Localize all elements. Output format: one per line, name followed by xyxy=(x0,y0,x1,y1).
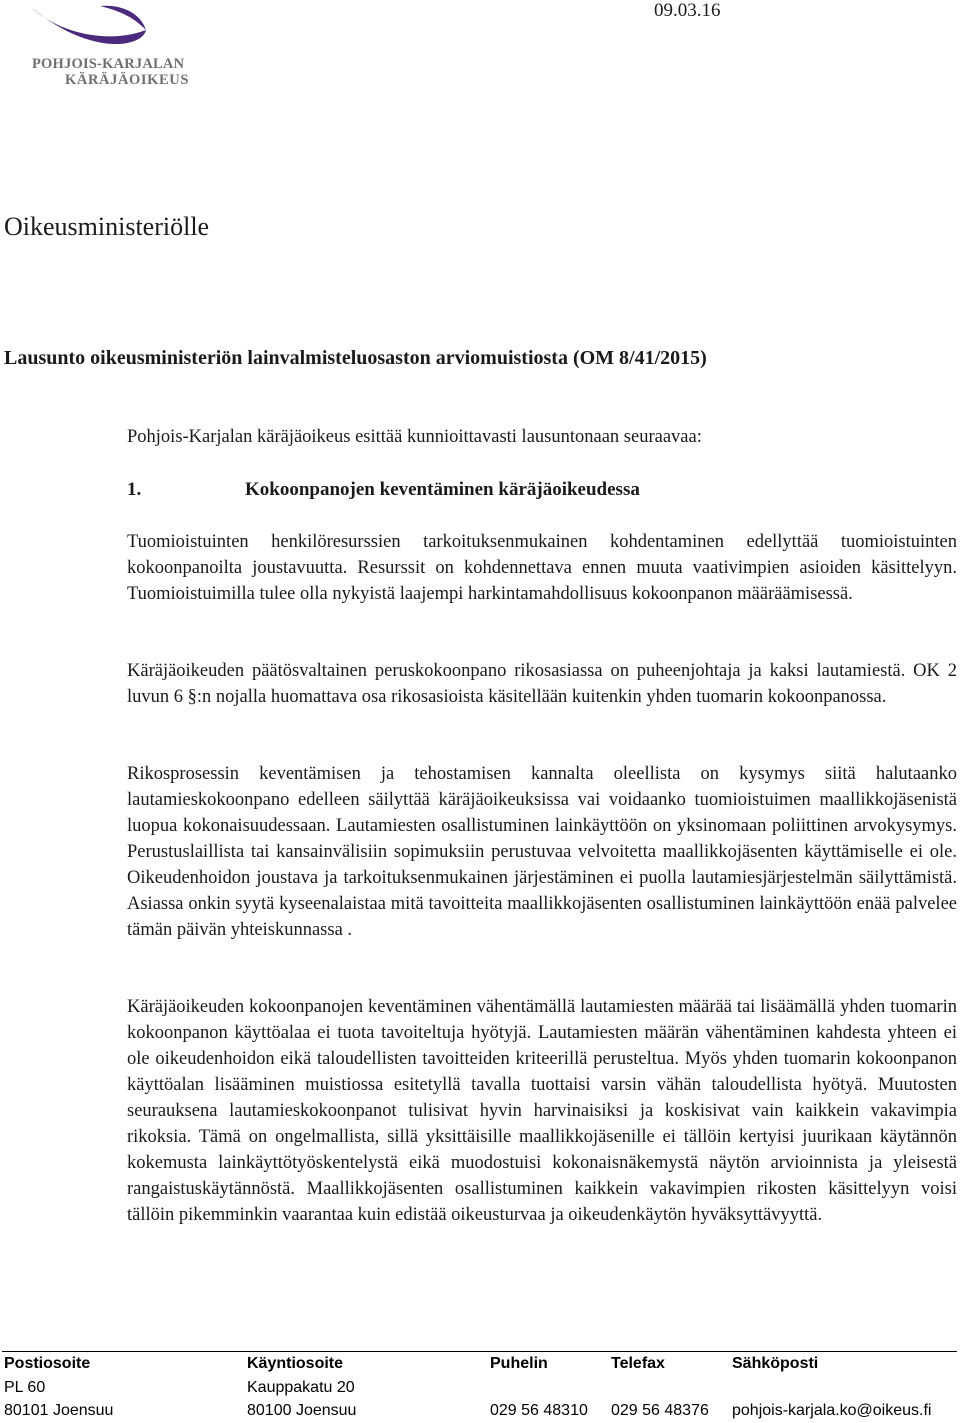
footer-fax xyxy=(611,1352,709,1423)
court-logo xyxy=(30,4,190,92)
footer-email xyxy=(732,1352,931,1423)
paragraph-2: Käräjäoikeuden päätösvaltainen peruskokoonpano rikosasiassa on puheenjohtaja ja kaksi lautamiestä. OK 2 luvun 6 §:n nojalla huomattava osa rikosasioista käsitellään kuitenkin yhden tuomarin kokoonpanossa. xyxy=(127,661,957,707)
footer-email-value[interactable]: pohjois-karjala.ko@oikeus.fi xyxy=(732,1402,932,1419)
intro-text: Pohjois-Karjalan käräjäoikeus esittää kunnioittavasti lausuntonaan seuraavaa: xyxy=(127,427,702,447)
footer-postal-line1: PL 60 xyxy=(4,1378,46,1396)
paragraph-3: Rikosprosessin keventämisen ja tehostamisen kannalta oleellista on kysymys siitä halutaanko lautamieskokoonpano edelleen säilyttää käräjäoikeuksissa vai voidaanko tuomioistuimen maallikkojäsenistä luopua kokonaisuudessaan. Lautamiesten osallistuminen lainkäyttöön on yksinomaan poliittinen arvokysymys. Perustuslaillista tai kansainvälisiin sopimuksiin perustuvaa velvoitetta maallikkojäsenten käyttämiselle ei ole. Oikeudenhoidon joustava ja tarkoituksenmukainen järjestäminen ei puolla lautamiesjärjestelmän säilyttämistä. Asiassa onkin syytä kyseenalaistaa mitä tavoitteita maallikkojäsenten osallistuminen lainkäyttöön enää palvelee tämän päivän yhteiskunnassa . xyxy=(127,764,957,940)
section-title: Kokoonpanojen keventäminen käräjäoikeudessa xyxy=(245,479,640,500)
footer-postal-line2: 80101 Joensuu xyxy=(4,1402,114,1419)
footer-visit-heading: Käyntiosoite xyxy=(247,1355,344,1372)
document-date: 09.03.16 xyxy=(654,0,721,21)
footer-email-heading: Sähköposti xyxy=(732,1355,819,1372)
footer-postal-heading: Postiosoite xyxy=(4,1355,91,1372)
logo-text-line2: KÄRÄJÄOIKEUS xyxy=(65,72,190,88)
footer-visit xyxy=(247,1352,356,1423)
footer-fax-value: 029 56 48376 xyxy=(611,1402,709,1419)
paragraph-1: Tuomioistuinten henkilöresurssien tarkoituksenmukainen kohdentaminen edellyttää tuomioistuinten kokoonpanoilta joustavuutta. Resurssit on kohdennettava ennen muuta vaativimpien asioiden käsittelyyn. Tuomioistuimilla tulee olla nykyistä laajempi harkintamahdollisuus kokoonpanon määräämisessä. xyxy=(127,532,957,604)
paragraph-4: Käräjäoikeuden kokoonpanojen keventäminen vähentämällä lautamiesten määrää tai lisäämällä yhden tuomarin kokoonpanon käyttöalaa ei tuota tavoiteltuja hyötyjä. Lautamiesten määrän vähentäminen kahdesta yhteen ei ole oikeudenhoidon eikä taloudellisten tavoitteiden kriteerillä perusteltua. Myös yhden tuomarin kokoonpanon käyttöalan lisääminen muistiossa esitetyllä tavalla tuottaisi varsin vähän taloudellista hyötyä. Muutosten seurauksena lautamieskokoonpanot tulisivat hyvin harvinaisiksi ja koskisivat vain kaikkein vakavimpia rikoksia. Tämä on ongelmallista, sillä yksittäisille maallikkojäsenille ei tällöin kertyisi juurikaan käytännön kokemusta lainkäyttötyöskentelystä eikä muodostuisi kokonaisnäkemystä näytön arvioinnista ja yleisestä rangaistuskäytännöstä. Maallikkojäsenten osallistuminen kaikkein vakavimpien rikosten käsittelyyn voisi tällöin pikemminkin vaarantaa kuin edistää oikeusturvaa ja oikeudenkäytön hyväksyttävyyttä. xyxy=(127,997,957,1225)
footer-visit-line1: Kauppakatu 20 xyxy=(247,1378,355,1396)
footer-visit-line2: 80100 Joensuu xyxy=(247,1402,357,1419)
footer-phone-heading: Puhelin xyxy=(490,1355,548,1372)
footer-phone-value: 029 56 48310 xyxy=(490,1402,588,1419)
footer-fax-heading: Telefax xyxy=(611,1355,665,1372)
logo-swoosh-icon xyxy=(30,4,150,52)
footer-postal xyxy=(4,1352,113,1423)
logo-text-line1: POHJOIS-KARJALAN xyxy=(32,56,185,72)
recipient-heading: Oikeusministeriölle xyxy=(4,212,210,241)
section-heading xyxy=(127,479,640,501)
subject-line: Lausunto oikeusministeriön lainvalmisteluosaston arviomuistiosta (OM 8/41/2015) xyxy=(4,347,707,369)
footer-phone xyxy=(490,1352,588,1423)
section-number: 1. xyxy=(127,479,142,500)
